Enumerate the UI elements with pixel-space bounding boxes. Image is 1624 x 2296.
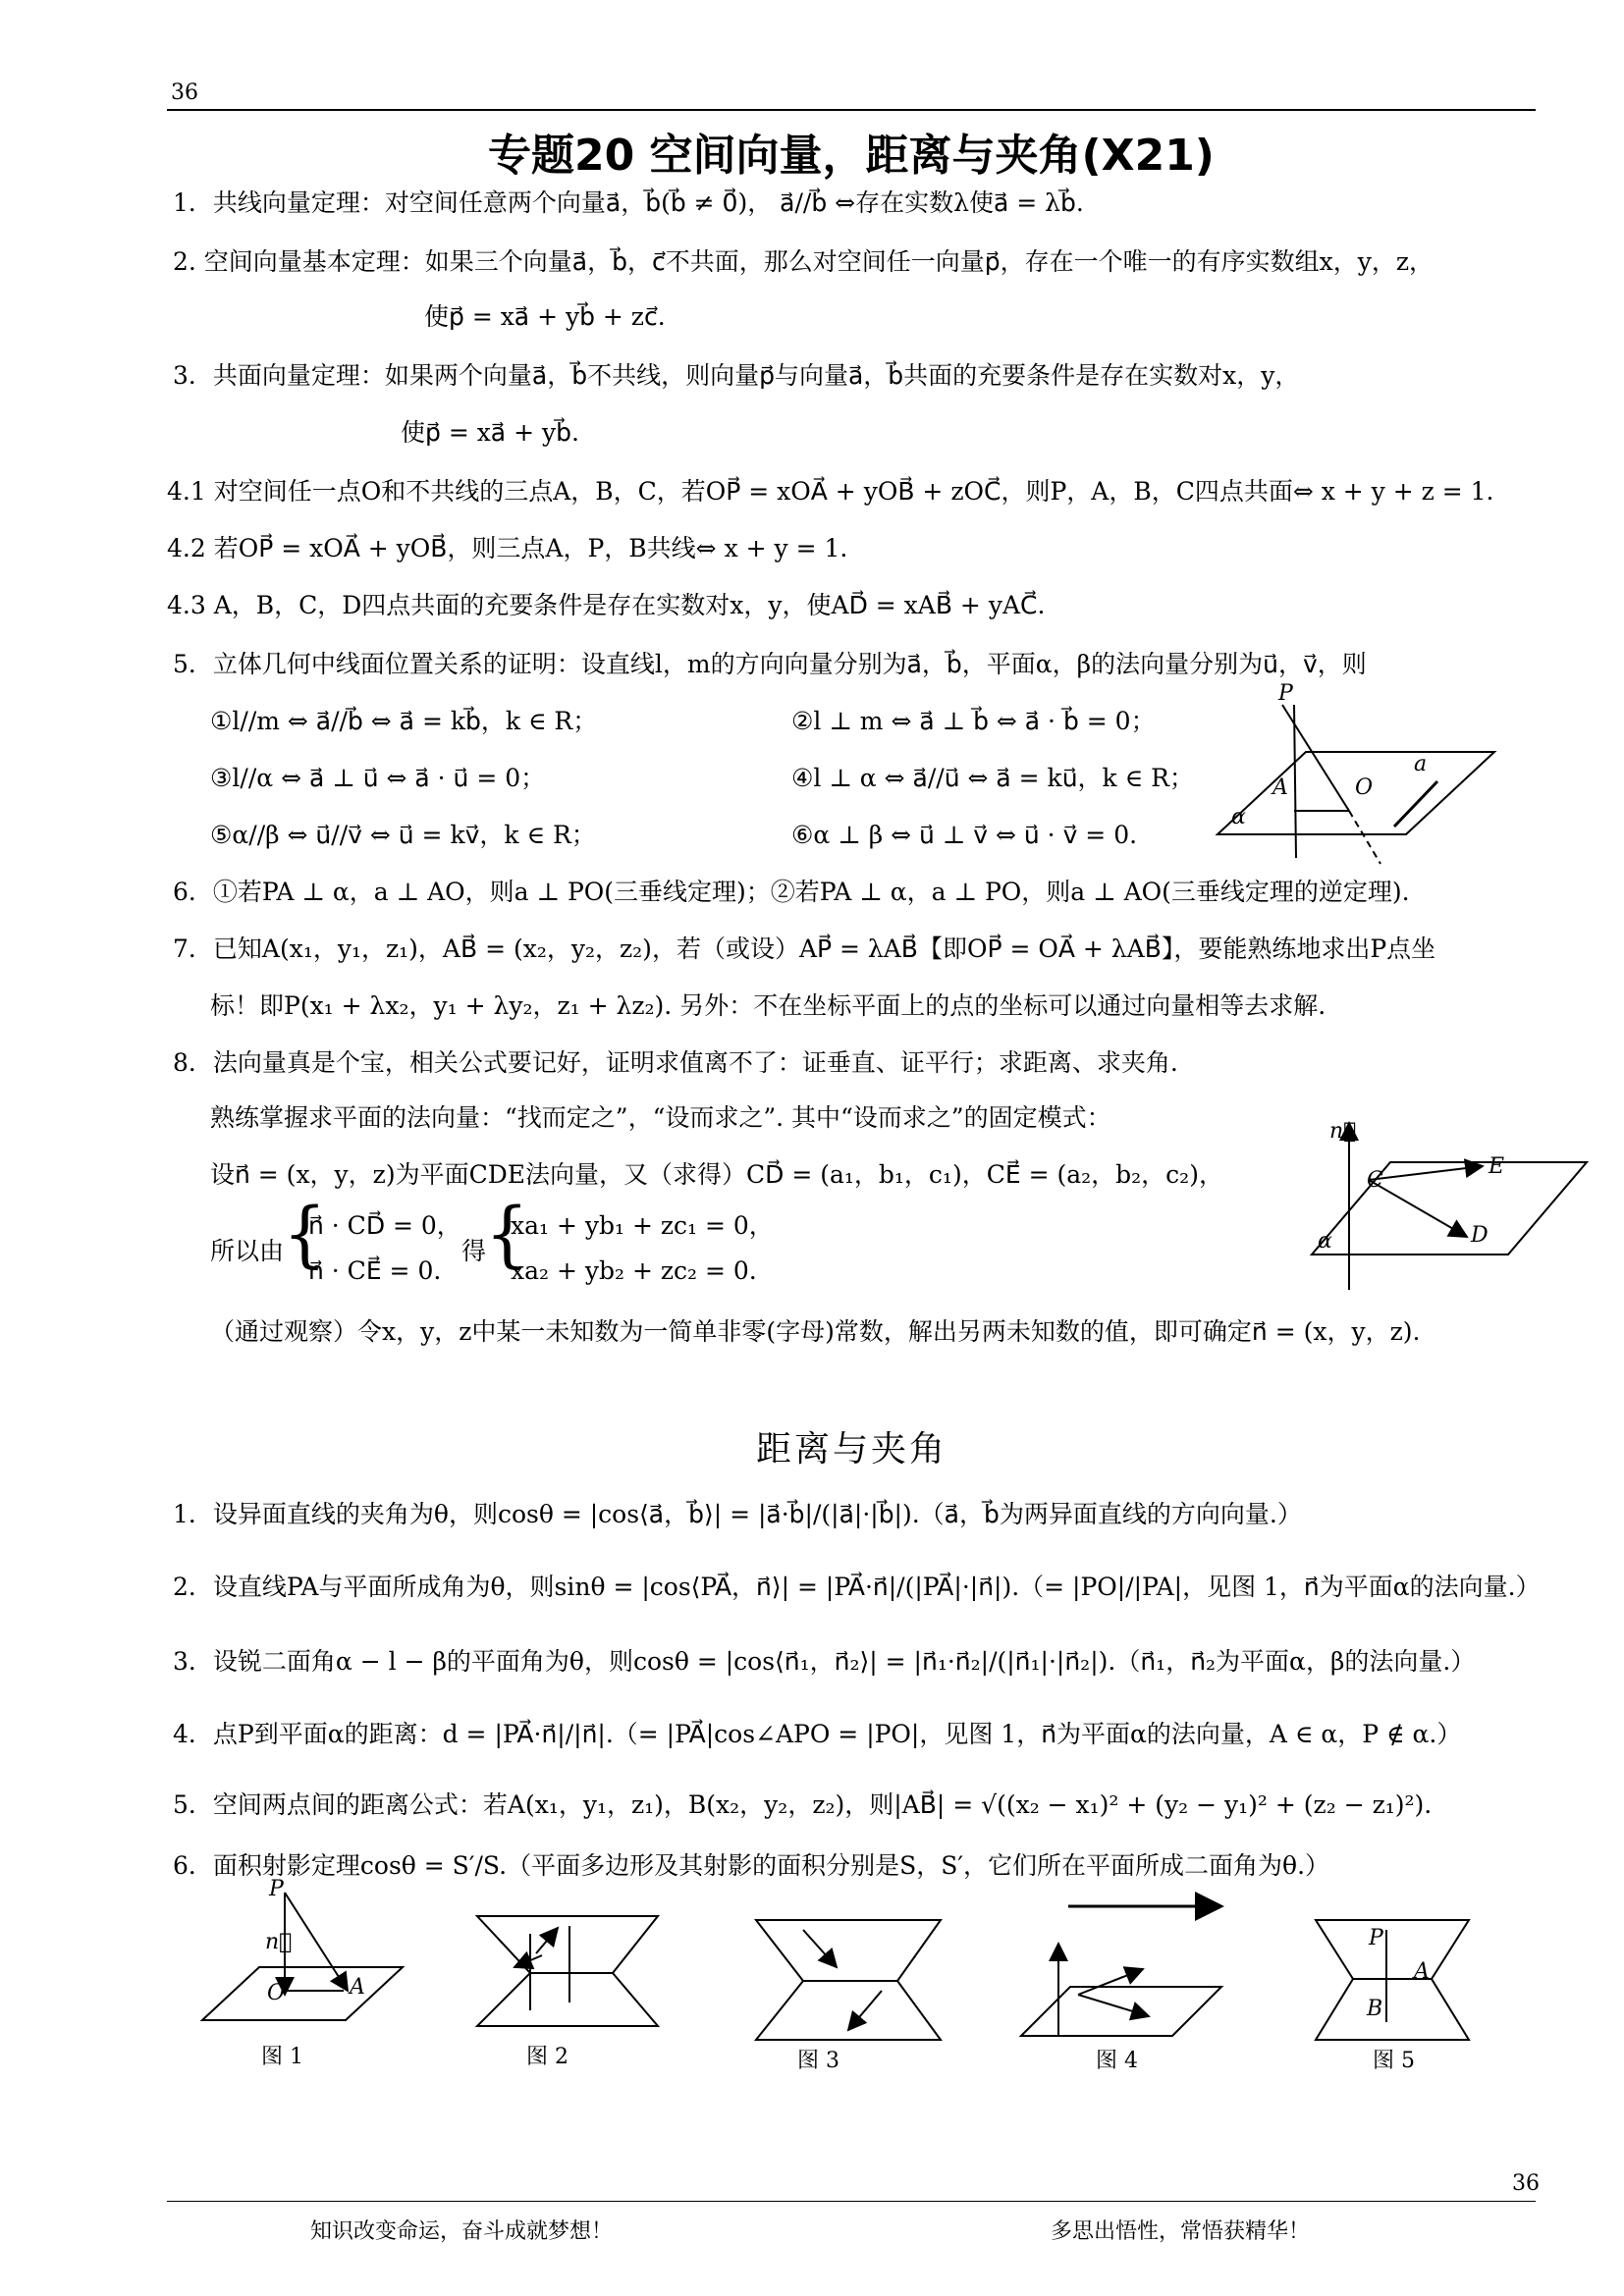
fig-normal-label-alpha: α — [1318, 1229, 1332, 1254]
system1-eq1: n⃗ · CD⃗ = 0， — [308, 1211, 461, 1240]
footer-page-number: 36 — [1512, 2171, 1540, 2196]
item-8-mid: 得 — [461, 1237, 487, 1265]
footer-left-motto: 知识改变命运，奋斗成就梦想！ — [310, 2219, 614, 2244]
caption-fig-4: 图 4 — [1096, 2049, 1138, 2073]
fig-top-label-a-line: a — [1414, 752, 1428, 776]
header-page-number: 36 — [171, 80, 198, 105]
footer-right-motto: 多思出悟性，常悟获精华！ — [1051, 2219, 1311, 2244]
item-3: 3．共面向量定理：如果两个向量a⃗，b⃗不共线，则向量p⃗与向量a⃗，b⃗共面的充要条件是存在实数对x，y， — [173, 361, 1300, 390]
system1-eq2: n⃗ · CE⃗ = 0. — [308, 1256, 442, 1285]
relation-5: ⑤α//β ⇔ u⃗//v⃗ ⇔ u⃗ = kv⃗，k ∈ R； — [210, 821, 596, 849]
formula-2: 2．设直线PA与平面所成角为θ，则sinθ = |cos⟨PA⃗，n⃗⟩| = |PA⃗·n⃗|/(|PA⃗|·|n⃗|).（= |PO|/|PA|，见图 1，n⃗为平面α的法向量.） — [173, 1573, 1541, 1601]
item-8-prefix: 所以由 — [210, 1237, 285, 1265]
item-6: 6．①若PA ⊥ α，a ⊥ AO，则a ⊥ PO(三垂线定理)；②若PA ⊥ α，a ⊥ PO，则a ⊥ AO(三垂线定理的逆定理). — [173, 878, 1410, 906]
fig-normal-label-c: C — [1367, 1168, 1383, 1193]
caption-fig-5: 图 5 — [1373, 2049, 1415, 2073]
item-8-line4: （通过观察）令x，y，z中某一未知数为一简单非零(字母)常数，解出另两未知数的值，即可确定n⃗ = (x，y，z). — [210, 1317, 1421, 1346]
item-8-line1: 8．法向量真是个宝，相关公式要记好，证明求值离不了：证垂直、证平行；求距离、求夹角. — [173, 1048, 1178, 1077]
system-brace-left: { — [283, 1191, 327, 1277]
item-4-1: 4.1 对空间任一点O和不共线的三点A，B，C，若OP⃗ = xOA⃗ + yOB⃗ + zOC⃗，则P，A，B，C四点共面⇔ x + y + z = 1. — [167, 477, 1494, 506]
fig1-label-o: O — [267, 1981, 286, 2005]
relation-3: ③l//α ⇔ a⃗ ⊥ u⃗ ⇔ a⃗ · u⃗ = 0； — [210, 764, 546, 792]
fig1-label-n: n⃗ — [265, 1930, 293, 1954]
fig-top-label-alpha: α — [1231, 805, 1246, 829]
system2-eq1: xa₁ + yb₁ + zc₁ = 0， — [511, 1211, 774, 1240]
fig-top-label-a: A — [1272, 775, 1288, 800]
relation-4: ④l ⊥ α ⇔ a⃗//u⃗ ⇔ a⃗ = ku⃗，k ∈ R； — [791, 764, 1194, 792]
fig-normal-label-n: n⃗ — [1329, 1119, 1357, 1144]
fig-top-label-o: O — [1355, 775, 1374, 800]
relation-1: ①l//m ⇔ a⃗//b⃗ ⇔ a⃗ = kb⃗，k ∈ R； — [210, 707, 598, 735]
caption-fig-2: 图 2 — [526, 2045, 568, 2069]
item-7-line2: 标！即P(x₁ + λx₂，y₁ + λy₂，z₁ + λz₂). 另外：不在坐标平面上的点的坐标可以通过向量相等去求解. — [210, 991, 1326, 1020]
fig-top-label-p: P — [1278, 681, 1293, 706]
item-4-3: 4.3 A，B，C，D四点共面的充要条件是存在实数对x，y，使AD⃗ = xAB⃗ + yAC⃗. — [167, 591, 1046, 619]
item-4-2: 4.2 若OP⃗ = xOA⃗ + yOB⃗，则三点A，P，B共线⇔ x + y = 1. — [167, 534, 848, 562]
page-title: 专题20 空间向量，距离与夹角(X21) — [488, 131, 1215, 181]
item-2-formula: 使p⃗ = xa⃗ + yb⃗ + zc⃗. — [424, 302, 666, 331]
fig5-label-p: P — [1369, 1926, 1383, 1950]
relation-6: ⑥α ⊥ β ⇔ u⃗ ⊥ v⃗ ⇔ u⃗ · v⃗ = 0. — [791, 821, 1138, 849]
section-heading-distance-angle: 距离与夹角 — [756, 1429, 948, 1469]
item-8-line2: 熟练掌握求平面的法向量：“找而定之”，“设而求之”. 其中“设而求之”的固定模式： — [210, 1103, 1111, 1132]
item-5: 5．立体几何中线面位置关系的证明：设直线l，m的方向向量分别为a⃗，b⃗，平面α，β的法向量分别为u⃗，v⃗，则 — [173, 650, 1367, 678]
system-brace-right: { — [485, 1191, 529, 1277]
fig5-label-b: B — [1367, 1997, 1383, 2021]
fig-normal-label-d: D — [1471, 1223, 1489, 1248]
caption-fig-3: 图 3 — [797, 2049, 839, 2073]
relation-2: ②l ⊥ m ⇔ a⃗ ⊥ b⃗ ⇔ a⃗ · b⃗ = 0； — [791, 707, 1156, 735]
fig1-label-a: A — [350, 1975, 365, 2000]
formula-3: 3．设锐二面角α − l − β的平面角为θ，则cosθ = |cos⟨n⃗₁，n⃗₂⟩| = |n⃗₁·n⃗₂|/(|n⃗₁|·|n⃗₂|).（n⃗₁，n⃗₂为平面α，β的法向量.） — [173, 1647, 1476, 1676]
caption-fig-1: 图 1 — [261, 2045, 303, 2069]
item-8-line3: 设n⃗ = (x，y，z)为平面CDE法向量，又（求得）CD⃗ = (a₁，b₁，c₁)，CE⃗ = (a₂，b₂，c₂)， — [210, 1160, 1223, 1189]
formula-5: 5．空间两点间的距离公式：若A(x₁，y₁，z₁)，B(x₂，y₂，z₂)，则|AB⃗| = √((x₂ − x₁)² + (y₂ − y₁)² + (z₂ − z₁)²). — [173, 1790, 1433, 1819]
system2-eq2: xa₂ + yb₂ + zc₂ = 0. — [511, 1256, 757, 1285]
fig5-label-a: A — [1414, 1959, 1430, 1984]
item-7-line1: 7．已知A(x₁，y₁，z₁)，AB⃗ = (x₂，y₂，z₂)，若（或设）AP⃗ = λAB⃗【即OP⃗ = OA⃗ + λAB⃗】，要能熟练地求出P点坐 — [173, 934, 1436, 963]
item-2: 2. 空间向量基本定理：如果三个向量a⃗，b⃗，c⃗不共面，那么对空间任一向量p⃗，存在一个唯一的有序实数组x，y，z， — [173, 247, 1435, 276]
formula-1: 1．设异面直线的夹角为θ，则cosθ = |cos⟨a⃗，b⃗⟩| = |a⃗·b⃗|/(|a⃗|·|b⃗|).（a⃗，b⃗为两异面直线的方向向量.） — [173, 1500, 1302, 1528]
fig1-label-p: P — [269, 1877, 284, 1901]
formula-4: 4．点P到平面α的距离：d = |PA⃗·n⃗|/|n⃗|.（= |PA⃗|cos∠APO = |PO|，见图 1，n⃗为平面α的法向量，A ∈ α，P ∉ α.） — [173, 1720, 1462, 1748]
item-3-formula: 使p⃗ = xa⃗ + yb⃗. — [401, 418, 579, 447]
formula-6: 6．面积射影定理cosθ = S′/S.（平面多边形及其射影的面积分别是S，S′，它们所在平面所成二面角为θ.） — [173, 1851, 1330, 1880]
fig-normal-label-e: E — [1489, 1154, 1505, 1179]
footer-rule — [167, 2201, 1536, 2202]
item-1: 1．共线向量定理：对空间任意两个向量a⃗，b⃗(b⃗ ≠ 0⃗)， a⃗//b⃗ ⇔存在实数λ使a⃗ = λb⃗. — [173, 188, 1084, 217]
